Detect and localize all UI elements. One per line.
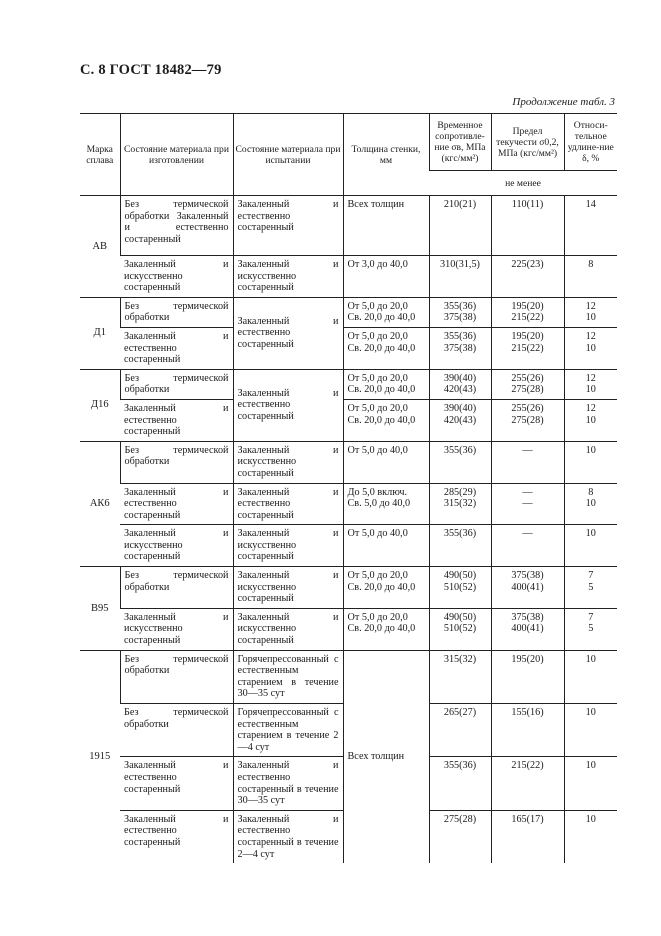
cell-line: 155(16)	[511, 707, 544, 718]
cell-line: АВ	[92, 240, 108, 252]
cell-line: 10	[585, 707, 596, 718]
cell-line: 10	[585, 528, 596, 540]
yield-cell	[491, 483, 564, 525]
cell-line: —	[522, 528, 533, 540]
cell-line: Закаленный и естественно состаренный	[124, 330, 229, 366]
cell-line: 210(21)	[443, 199, 477, 210]
yield-cell	[491, 567, 564, 609]
cell-line: От 5,0 до 20,0	[347, 611, 408, 623]
cell-line: Закаленный и искусственно состаренный	[237, 528, 339, 563]
table-row	[80, 525, 617, 567]
yield-cell	[491, 704, 564, 757]
state-make-cell	[120, 327, 233, 369]
strength-cell	[429, 327, 491, 369]
cell-line: От 5,0 до 20,0	[347, 300, 408, 312]
table-row	[80, 399, 617, 441]
thickness-cell	[343, 441, 429, 483]
strength-cell	[429, 810, 491, 863]
thickness-cell	[343, 256, 429, 298]
cell-line: Всех толщин	[347, 751, 405, 763]
cell-line: От 5,0 до 20,0	[347, 372, 408, 384]
cell-line: 12	[585, 300, 596, 312]
thickness-cell	[343, 525, 429, 567]
cell-line: 10	[585, 760, 596, 772]
cell-line: 215(22)	[511, 760, 544, 772]
thickness-cell	[343, 567, 429, 609]
cell-line: 14	[585, 199, 596, 210]
strength-cell	[429, 441, 491, 483]
cell-line: —	[522, 486, 533, 498]
state-make-cell	[120, 196, 233, 256]
yield-cell	[491, 608, 564, 650]
cell-line: Д16	[90, 399, 109, 411]
state-test-cell	[233, 757, 343, 810]
state-make-cell	[120, 441, 233, 483]
cell-line: 255(26)	[511, 402, 544, 414]
yield-cell	[491, 297, 564, 327]
state-make-cell	[120, 297, 233, 327]
elongation-cell	[564, 608, 617, 650]
col-strength: Временное сопротивле-ние σв, МПа (кгс/мм²)	[429, 114, 491, 171]
cell-line: Св. 20,0 до 40,0	[347, 581, 416, 593]
alloy-cell	[80, 196, 120, 298]
cell-line: От 5,0 до 40,0	[347, 444, 408, 456]
cell-line: Закаленный и естественно состаренный	[124, 486, 229, 521]
cell-line: 195(20)	[511, 300, 544, 312]
cell-line: Без термической обработки	[124, 707, 229, 730]
state-test-cell	[233, 483, 343, 525]
cell-line: 5	[588, 581, 594, 593]
alloy-cell	[80, 650, 120, 863]
cell-line: Закаленный и естественно состаренный в течение 30—35 сут	[237, 760, 339, 807]
elongation-cell	[564, 369, 617, 399]
cell-line: 215(22)	[511, 342, 544, 354]
state-test-cell	[233, 810, 343, 863]
col-thickness: Толщина стенки, мм	[343, 114, 429, 196]
thickness-cell	[343, 608, 429, 650]
elongation-cell	[564, 567, 617, 609]
state-test-cell	[233, 297, 343, 369]
cell-line: 490(50)	[443, 570, 477, 582]
cell-line: 390(40)	[443, 372, 477, 384]
properties-table	[80, 113, 617, 863]
cell-line: Св. 20,0 до 40,0	[347, 342, 416, 354]
cell-line: 510(52)	[443, 581, 477, 593]
cell-line: Закаленный и естественно состаренный	[237, 387, 339, 423]
elongation-cell	[564, 810, 617, 863]
cell-line: 225(23)	[511, 259, 544, 270]
col-yield: Предел текучести σ0,2, МПа (кгс/мм²)	[491, 114, 564, 171]
cell-line: Закаленный и искусственно состаренный	[237, 570, 339, 605]
elongation-cell	[564, 297, 617, 327]
state-test-cell	[233, 567, 343, 609]
cell-line: В95	[90, 602, 109, 614]
yield-cell	[491, 525, 564, 567]
strength-cell	[429, 567, 491, 609]
alloy-cell	[80, 441, 120, 566]
cell-line: 8	[588, 486, 594, 498]
cell-line: 275(28)	[443, 813, 477, 825]
cell-line: 255(26)	[511, 372, 544, 384]
table-body	[80, 196, 617, 864]
cell-line: 1915	[89, 751, 111, 763]
elongation-cell	[564, 196, 617, 256]
cell-line: До 5,0 включ.	[347, 486, 408, 498]
state-test-cell	[233, 650, 343, 703]
strength-cell	[429, 483, 491, 525]
cell-line: 420(43)	[443, 414, 477, 426]
table-row	[80, 567, 617, 609]
strength-cell	[429, 757, 491, 810]
cell-line: Без термической обработки	[124, 372, 229, 396]
state-make-cell	[120, 567, 233, 609]
thickness-cell	[343, 369, 429, 399]
table-row	[80, 483, 617, 525]
thickness-cell	[343, 399, 429, 441]
yield-cell	[491, 399, 564, 441]
cell-line: 285(29)	[443, 486, 477, 498]
cell-line: 165(17)	[511, 813, 544, 825]
elongation-cell	[564, 327, 617, 369]
state-test-cell	[233, 196, 343, 256]
cell-line: Закаленный и естественно состаренный в течение 2—4 сут	[237, 813, 339, 860]
table-row	[80, 369, 617, 399]
cell-line: Закаленный и искусственно состаренный	[124, 611, 229, 647]
state-make-cell	[120, 704, 233, 757]
state-test-cell	[233, 704, 343, 757]
state-make-cell	[120, 757, 233, 810]
cell-line: Без термической обработки	[124, 444, 229, 468]
cell-line: Без термической обработки	[124, 570, 229, 593]
cell-line: От 5,0 до 20,0	[347, 402, 408, 414]
cell-line: 275(28)	[511, 414, 544, 426]
strength-cell	[429, 704, 491, 757]
strength-cell	[429, 650, 491, 703]
elongation-cell	[564, 757, 617, 810]
cell-line: Закаленный и естественно состаренный	[237, 486, 339, 521]
cell-line: Закаленный и естественно состаренный	[124, 760, 229, 795]
cell-line: 400(41)	[511, 623, 544, 635]
cell-line: Без термической обработки Закаленный и естественно состаренный	[124, 199, 229, 245]
state-test-cell	[233, 608, 343, 650]
yield-cell	[491, 441, 564, 483]
cell-line: 375(38)	[443, 342, 477, 354]
strength-cell	[429, 525, 491, 567]
cell-line: АК6	[89, 498, 110, 510]
state-test-cell	[233, 441, 343, 483]
state-make-cell	[120, 608, 233, 650]
strength-cell	[429, 256, 491, 298]
cell-line: 375(38)	[511, 570, 544, 582]
strength-cell	[429, 608, 491, 650]
cell-line: Св. 5,0 до 40,0	[347, 498, 411, 510]
cell-line: 315(32)	[443, 498, 477, 510]
cell-line: От 5,0 до 20,0	[347, 330, 408, 342]
state-make-cell	[120, 650, 233, 703]
strength-cell	[429, 369, 491, 399]
state-test-cell	[233, 256, 343, 298]
cell-line: 10	[585, 444, 596, 456]
cell-line: 420(43)	[443, 384, 477, 396]
cell-line: Св. 20,0 до 40,0	[347, 623, 416, 635]
cell-line: 10	[585, 342, 596, 354]
col-alloy: Марка сплава	[80, 114, 120, 196]
table-row	[80, 608, 617, 650]
cell-line: Закаленный и искусственно состаренный	[124, 259, 229, 294]
alloy-cell	[80, 297, 120, 369]
cell-line: Д1	[93, 327, 106, 339]
cell-line: Св. 20,0 до 40,0	[347, 384, 416, 396]
state-make-cell	[120, 369, 233, 399]
cell-line: От 5,0 до 40,0	[347, 528, 408, 540]
cell-line: 10	[585, 414, 596, 426]
elongation-cell	[564, 650, 617, 703]
cell-line: 355(36)	[443, 330, 477, 342]
table-row	[80, 297, 617, 327]
cell-line: 12	[585, 372, 596, 384]
table-row	[80, 327, 617, 369]
cell-line: 355(36)	[443, 444, 477, 456]
cell-line: 195(20)	[511, 653, 544, 665]
col-state-test: Состояние материала при испытании	[233, 114, 343, 196]
yield-cell	[491, 757, 564, 810]
cell-line: 315(32)	[443, 653, 477, 665]
cell-line: 10	[585, 813, 596, 825]
cell-line: 10	[585, 384, 596, 396]
cell-line: Закаленный и искусственно состаренный	[237, 444, 339, 479]
yield-cell	[491, 810, 564, 863]
cell-line: 355(36)	[443, 760, 477, 772]
alloy-cell	[80, 369, 120, 441]
elongation-cell	[564, 483, 617, 525]
cell-line: 490(50)	[443, 611, 477, 623]
cell-line: 355(36)	[443, 300, 477, 312]
elongation-cell	[564, 441, 617, 483]
thickness-cell	[343, 196, 429, 256]
cell-line: 7	[588, 611, 594, 623]
cell-line: —	[522, 444, 533, 456]
cell-line: 110(11)	[511, 199, 544, 210]
state-make-cell	[120, 256, 233, 298]
cell-line: 7	[588, 570, 594, 582]
cell-line: Всех толщин	[347, 199, 405, 210]
yield-cell	[491, 650, 564, 703]
cell-line: 12	[585, 402, 596, 414]
cell-line: 375(38)	[443, 312, 477, 324]
cell-line: Закаленный и естественно состаренный	[124, 402, 229, 438]
cell-line: 375(38)	[511, 611, 544, 623]
cell-line: Закаленный и искусственно состаренный	[124, 528, 229, 563]
cell-line: 400(41)	[511, 581, 544, 593]
cell-line: 265(27)	[443, 707, 477, 718]
cell-line: Без термической обработки	[124, 653, 229, 677]
yield-cell	[491, 256, 564, 298]
strength-cell	[429, 196, 491, 256]
cell-line: От 3,0 до 40,0	[347, 259, 408, 270]
cell-line: Без термической обработки	[124, 300, 229, 324]
alloy-cell	[80, 567, 120, 651]
cell-line: 195(20)	[511, 330, 544, 342]
yield-cell	[491, 369, 564, 399]
cell-line: 5	[588, 623, 594, 635]
thickness-cell	[343, 483, 429, 525]
cell-line: Горячепрессованный с естественным старением в течение 30—35 сут	[237, 653, 339, 700]
state-test-cell	[233, 525, 343, 567]
strength-cell	[429, 297, 491, 327]
elongation-cell	[564, 525, 617, 567]
cell-line: 10	[585, 312, 596, 324]
cell-line: Св. 20,0 до 40,0	[347, 414, 416, 426]
cell-line: 10	[585, 653, 596, 665]
thickness-cell	[343, 327, 429, 369]
cell-line: Закаленный и естественно состаренный	[237, 315, 339, 351]
cell-line: Закаленный и искусственно состаренный	[237, 259, 339, 294]
cell-line: —	[522, 498, 533, 510]
table-caption: Продолжение табл. 3	[512, 96, 615, 108]
cell-line: 275(28)	[511, 384, 544, 396]
cell-line: 355(36)	[443, 528, 477, 540]
yield-cell	[491, 196, 564, 256]
strength-cell	[429, 399, 491, 441]
cell-line: От 5,0 до 20,0	[347, 570, 408, 582]
cell-line: 310(31,5)	[440, 259, 480, 270]
thickness-cell	[343, 297, 429, 327]
state-make-cell	[120, 810, 233, 863]
yield-cell	[491, 327, 564, 369]
state-make-cell	[120, 483, 233, 525]
page-header: С. 8 ГОСТ 18482—79	[80, 62, 222, 78]
cell-line: 215(22)	[511, 312, 544, 324]
cell-line: Св. 20,0 до 40,0	[347, 312, 416, 324]
state-test-cell	[233, 369, 343, 441]
table-row	[80, 650, 617, 703]
cell-line: Закаленный и искусственно состаренный	[237, 611, 339, 647]
elongation-cell	[564, 704, 617, 757]
col-state-make: Состояние материала при изготовлении	[120, 114, 233, 196]
not-less-header: не менее	[429, 171, 617, 196]
cell-line: 510(52)	[443, 623, 477, 635]
col-elong: Относи-тельное удлине-ние δ, %	[564, 114, 617, 171]
cell-line: 390(40)	[443, 402, 477, 414]
table-row	[80, 441, 617, 483]
table-row	[80, 256, 617, 298]
cell-line: Горячепрессованный с естественным старением в течение 2—4 сут	[237, 707, 339, 753]
table-row	[80, 196, 617, 256]
elongation-cell	[564, 256, 617, 298]
state-make-cell	[120, 525, 233, 567]
thickness-cell	[343, 650, 429, 863]
cell-line: Закаленный и естественно состаренный	[237, 199, 339, 234]
state-make-cell	[120, 399, 233, 441]
cell-line: 12	[585, 330, 596, 342]
cell-line: Закаленный и естественно состаренный	[124, 813, 229, 848]
elongation-cell	[564, 399, 617, 441]
cell-line: 10	[585, 498, 596, 510]
cell-line: 8	[588, 259, 594, 270]
